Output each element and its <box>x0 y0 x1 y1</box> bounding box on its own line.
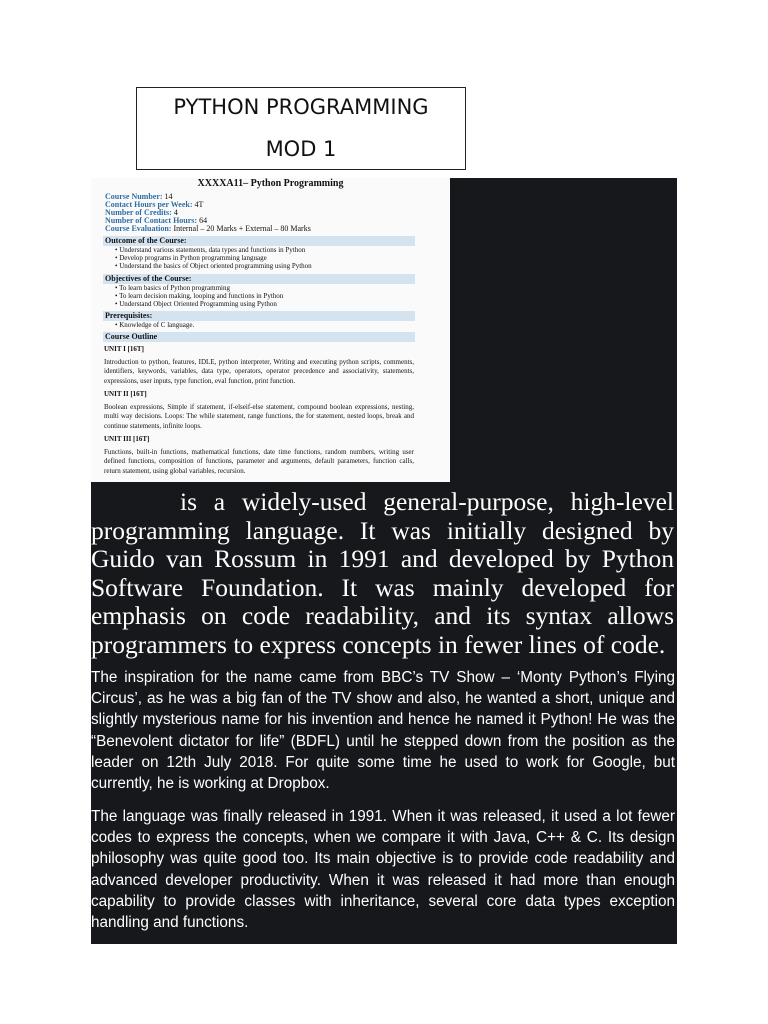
unit-text: Functions, built-in functions, mathematical functions, date time functions, random numbers, writing user defined functions, composition of functions, parameter and arguments, default parameters, function calls, return statement, using global variables, recursion. <box>104 448 414 475</box>
meta-row: Number of Contact Hours: 64 <box>105 216 208 225</box>
paragraph-release: The language was finally released in 1991. When it was released, it used a lot fewer codes to express the concepts, when we compare it with Java, C++ & C. Its design philosophy was quite good too. Its main objective is to provide code readability and advanced developer productivity. When it was released it had more than enough capability to provide classes with inheritance, several core data types exception handling and functions. <box>91 808 675 932</box>
objectives-heading: Objectives of the Course: <box>103 274 415 284</box>
meta-row: Number of Credits: 4 <box>105 208 178 217</box>
meta-row: Contact Hours per Week: 4T <box>105 200 204 209</box>
module-label: MOD 1 <box>265 137 337 161</box>
unit-heading: UNIT II [16T] <box>104 390 147 398</box>
list-item: • Understand the basics of Object oriented programming using Python <box>115 262 312 270</box>
prerequisites-heading: Prerequisites: <box>103 311 415 321</box>
unit-heading: UNIT III [16T] <box>104 435 150 443</box>
meta-row: Course Evaluation: Internal – 20 Marks + External – 80 Marks <box>105 224 311 233</box>
unit-heading: UNIT I [16T] <box>104 345 144 353</box>
meta-row: Course Number: 14 <box>105 192 173 201</box>
outcome-heading: Outcome of the Course: <box>103 236 415 246</box>
syllabus-heading: XXXXA11– Python Programming <box>197 178 344 189</box>
outline-heading: Course Outline <box>103 332 415 342</box>
list-item: • To learn decision making, looping and functions in Python <box>115 292 284 300</box>
list-item: • Develop programs in Python programming language <box>115 254 267 262</box>
title-box <box>136 87 466 170</box>
paragraph-name-origin: The inspiration for the name came from BBC’s TV Show – ‘Monty Python’s Flying Circus’, as he was a big fan of the TV show and also, he wanted a short, unique and slightly mysterious name for his invention and hence he named it Python! He was the “Benevolent dictator for life” (BDFL) until he stepped down from the position as the leader on 12th July 2018. For quite some time he used to work for Google, but currently, he is working at Dropbox. <box>91 669 675 793</box>
page-title: PYTHON PROGRAMMING <box>173 95 429 119</box>
unit-text: Introduction to python, features, IDLE, python interpreter, Writing and executing python scripts, comments, identifiers, keywords, variables, data type, operators, operator precedence and associativity, statements, expressions, user inputs, type function, eval function, print function. <box>104 358 414 385</box>
unit-text: Boolean expressions, Simple if statement, if-elseif-else statement, compound boolean expressions, nesting, multi way decisions. Loops: The while statement, range functions, the for statement, nested loops, break and continue statements, infinite loops. <box>104 403 414 430</box>
intro-paragraph: is a widely-used general-purpose, high-level programming language. It was initially designed by Guido van Rossum in 1991 and developed by Python Software Foundation. It was mainly developed for emphasis on code readability, and its syntax allows programmers to express concepts in fewer lines of code. <box>91 487 674 659</box>
list-item: • Understand various statements, data types and functions in Python <box>115 246 306 254</box>
list-item: • Knowledge of C language. <box>115 321 195 329</box>
list-item: • To learn basics of Python programming <box>115 284 230 292</box>
list-item: • Understand Object Oriented Programming using Python <box>115 300 277 308</box>
syllabus-image <box>91 178 450 482</box>
